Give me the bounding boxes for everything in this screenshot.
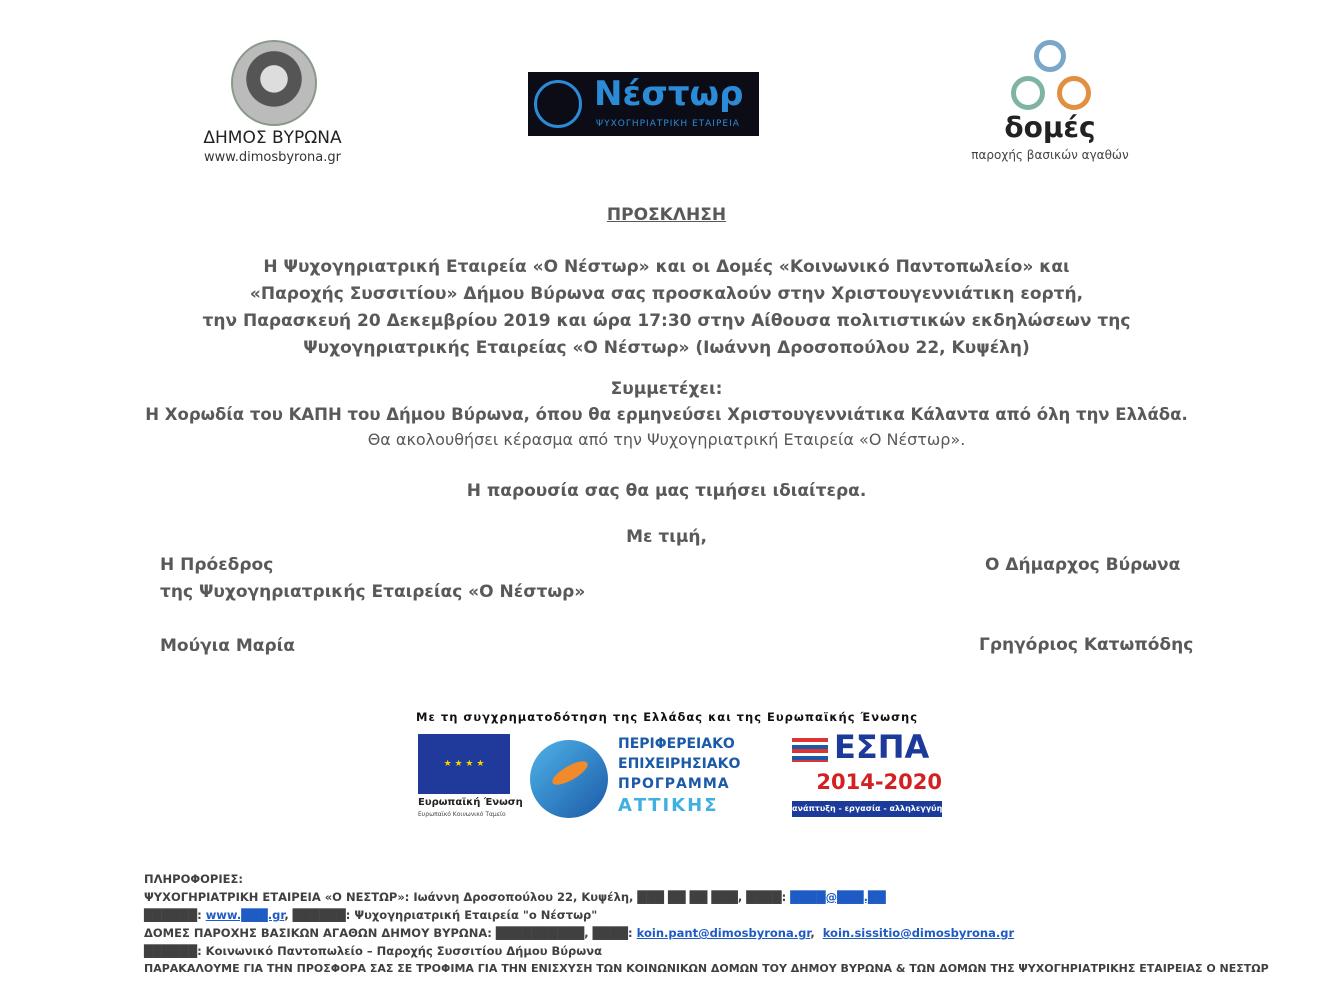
participates-text: Η Χορωδία του ΚΑΠΗ του Δήμου Βύρωνα, όπου θα ερμηνεύσει Χριστουγεννιάτικα Κάλαντα από όλη την Ελλάδα. [145,405,1188,424]
pantopoleio-email-link[interactable]: koin.pant@dimosbyrona.gr [636,926,811,940]
pep-line: ΠΕΡΙΦΕΡΕΙΑΚΟ [618,736,735,752]
pep-line: ΠΡΟΓΡΑΜΜΑ [618,776,730,792]
left-sig-org: της Ψυχογηριατρικής Εταιρείας «Ο Νέστωρ» [160,582,586,602]
funding-banner [400,708,960,828]
plus-icon [1011,76,1045,110]
invitation-intro [0,254,1333,362]
footer-text: , ██████: Ψυχογηριατρική Εταιρεία "ο Νέστωρ" [284,908,598,922]
footer-line-web [144,906,1269,924]
regards: Με τιμή, [626,527,707,547]
left-signature [160,552,585,660]
espa-title: ΕΣΠΑ [834,728,930,766]
nestor-email-link[interactable]: ████@███.██ [790,890,886,904]
nestor-logo [528,72,759,136]
dimos-byrona-logo [180,38,365,172]
byron-logo-title: ΔΗΜΟΣ ΒΥΡΩΝΑ [203,128,342,148]
left-sig-role: Η Πρόεδρος [160,555,274,575]
right-sig-role: Ο Δήμαρχος Βύρωνα [985,555,1181,575]
espa-years: 2014-2020 [816,770,942,794]
domes-logo [965,38,1135,168]
funding-caption: Με τη συγχρηματοδότηση της Ελλάδας και της Ευρωπαϊκής Ένωσης [416,710,919,724]
intro-line: «Παροχής Συσσιτίου» Δήμου Βύρωνα σας προσκαλούν στην Χριστουγεννιάτικη εορτή, [249,284,1084,304]
footer-line-domes: ΔΟΜΕΣ ΠΑΡΟΧΗΣ ΒΑΣΙΚΩΝ ΑΓΑΘΩΝ ΔΗΜΟΥ ΒΥΡΩΝΑ: ██████████, ████: koin.pant@dimosbyrona.gr, koin.sissitio@dimosbyrona.gr [144,926,1015,940]
nestor-subtitle: ΨΥΧΟΓΗΡΙΑΤΡΙΚΗ ΕΤΑΙΡΕΙΑ [596,119,740,129]
footer-heading: ΠΛΗΡΟΦΟΡΙΕΣ: [144,872,243,886]
pep-attica-emblem-icon [530,740,608,818]
participates-label: Συμμετέχει: [610,379,723,399]
left-sig-name: Μούγια Μαρία [160,636,295,656]
eu-flag-icon: ★ ★ ★ ★ [418,734,510,794]
footer-text: ΔΟΜΕΣ ΠΑΡΟΧΗΣ ΒΑΣΙΚΩΝ ΑΓΑΘΩΝ ΔΗΜΟΥ ΒΥΡΩΝΑ: ██████████, ████: [144,926,633,940]
eu-label: Ευρωπαϊκή Ένωση [418,797,523,808]
honor-text: Η παρουσία σας θα μας τιμήσει ιδιαίτερα. [466,481,867,501]
invitation-title: ΠΡΟΣΚΛΗΣΗ [606,205,727,225]
intro-line: Ψυχογηριατρικής Εταιρείας «Ο Νέστωρ» (Ιωάννη Δροσοπούλου 22, Κυψέλη) [303,338,1030,358]
right-sig-name: Γρηγόριος Κατωπόδης [979,635,1194,655]
pep-text [618,734,778,818]
espa-flag-icon [792,738,828,762]
intro-line: Η Ψυχογηριατρική Εταιρεία «Ο Νέστωρ» και οι Δομές «Κοινωνικό Παντοπωλείο» και [263,257,1070,277]
eu-sublabel: Ευρωπαϊκό Κοινωνικό Ταμείο [418,811,506,818]
sissitio-email-link[interactable]: koin.sissitio@dimosbyrona.gr [822,926,1015,940]
pep-line: ΑΤΤΙΚΗΣ [618,795,719,816]
nestor-website-link[interactable]: www.███.gr [205,908,285,922]
footer-line-nestor [144,888,1269,906]
nestor-emblem-icon [534,80,582,128]
footer-line-facebook: ██████: Κοινωνικό Παντοπωλείο – Παροχής Συσσιτίου Δήμου Βύρωνα [144,944,602,958]
domes-subtitle: παροχής βασικών αγαθών [971,148,1129,162]
espa-motto: ανάπτυξη - εργασία - αλληλεγγύη [792,801,942,817]
portrait-icon [231,40,317,126]
footer-request: ΠΑΡΑΚΑΛΟΥΜΕ ΓΙΑ ΤΗΝ ΠΡΟΣΦΟΡΑ ΣΑΣ ΣΕ ΤΡΟΦΙΜΑ ΓΙΑ ΤΗΝ ΕΝΙΣΧΥΣΗ ΤΩΝ ΚΟΙΝΩΝΙΚΩΝ ΔΟΜΩΝ ΤΟΥ ΔΗΜΟΥ ΒΥΡΩΝΑ & ΤΩΝ ΔΟΜΩΝ ΤΗΣ ΨΥΧΟΓΗΡΙΑΤΡΙΚΗΣ ΕΤΑΙΡΕΙΑΣ Ο ΝΕΣΤΩΡ [144,962,1269,975]
pep-line: ΕΠΙΧΕΙΡΗΣΙΑΚΟ [618,756,741,772]
footer-text: ██████: [144,908,202,922]
basket-icon [1034,40,1066,72]
domes-name: δομές [1004,111,1096,144]
byron-logo-url: www.dimosbyrona.gr [204,150,341,165]
footer-text: ΨΥΧΟΓΗΡΙΑΤΡΙΚΗ ΕΤΑΙΡΕΙΑ «Ο ΝΕΣΤΩΡ»: Ιωάννη Δροσοπούλου 22, Κυψέλη, ███ ██ ██ ███, ████: [144,890,787,904]
footer-info [144,870,1269,978]
treat-text: Θα ακολουθήσει κέρασμα από την Ψυχογηριατρική Εταιρεία «Ο Νέστωρ». [367,430,966,449]
cutlery-icon [1057,76,1091,110]
intro-line: την Παρασκευή 20 Δεκεμβρίου 2019 και ώρα 17:30 στην Αίθουσα πολιτιστικών εκδηλώσεων της [202,311,1131,331]
nestor-name: Νέστωρ [594,74,744,114]
